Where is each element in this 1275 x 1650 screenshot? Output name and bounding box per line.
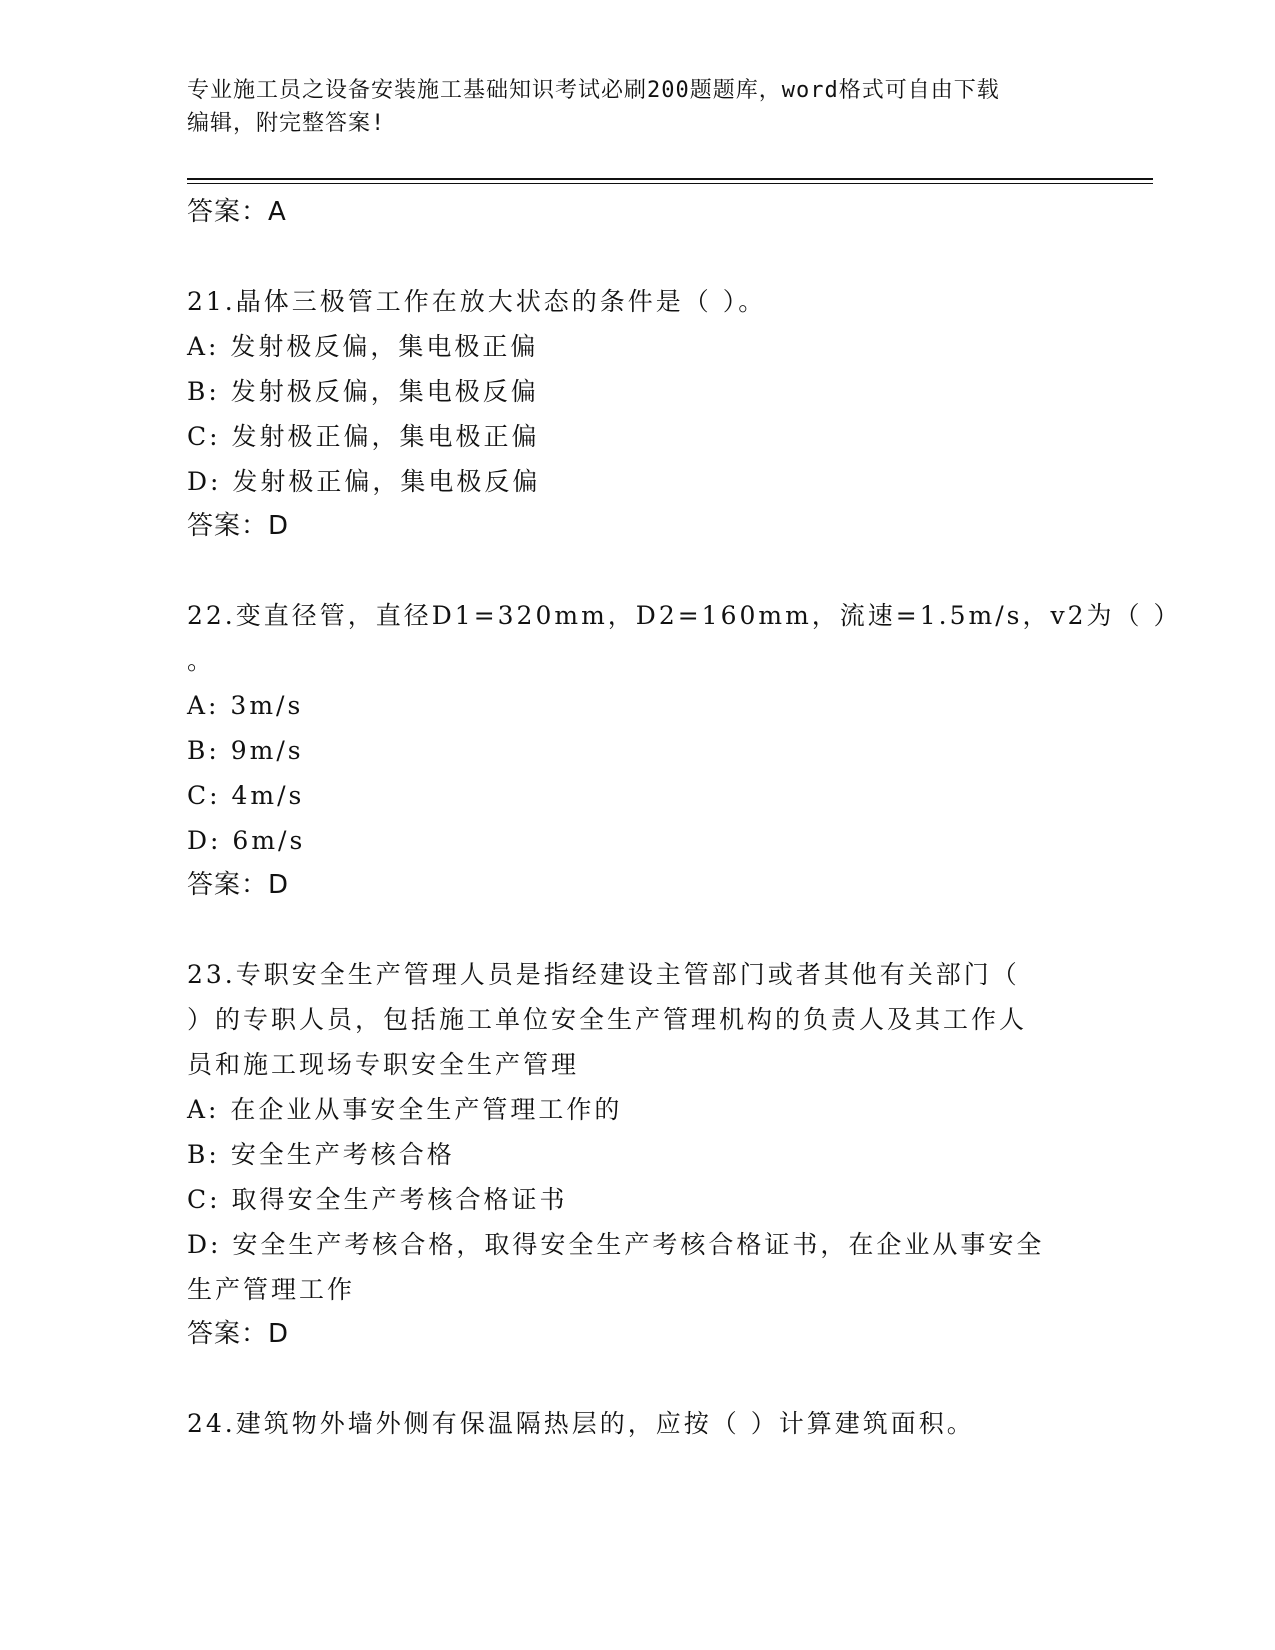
question-24 (187, 1401, 1087, 1446)
option-b: B: 9m/s (187, 736, 304, 765)
document-header (187, 74, 1087, 140)
question-list (187, 190, 1182, 1446)
answer: 答案：D (187, 511, 290, 541)
option-b: B: 安全生产考核合格 (187, 1140, 455, 1169)
option-d: D: 发射极正偏，集电极反偏 (187, 467, 541, 496)
question-stem-continued: 。 (187, 646, 216, 675)
question-stem: 24.建筑物外墙外侧有保温隔热层的，应按（ ）计算建筑面积。 (187, 1409, 975, 1438)
question-stem-continued: ）的专职人员，包括施工单位安全生产管理机构的负责人及其工作人 (187, 1005, 1028, 1034)
option-c: C: 4m/s (187, 781, 305, 810)
option-d: D: 6m/s (187, 826, 306, 855)
spacer (187, 908, 1087, 952)
option-a: A: 发射极反偏，集电极正偏 (187, 332, 539, 361)
question-stem: 23.专职安全生产管理人员是指经建设主管部门或者其他有关部门（ (187, 960, 1020, 989)
spacer (187, 235, 1087, 279)
option-a: A: 在企业从事安全生产管理工作的 (187, 1095, 623, 1124)
header-divider-thick (187, 178, 1153, 180)
header-line-1: 专业施工员之设备安装施工基础知识考试必刷200题题库，word格式可自由下载 (187, 78, 1000, 103)
option-d-continued: 生产管理工作 (187, 1275, 356, 1304)
question-23 (187, 952, 1087, 1357)
answer: 答案：D (187, 1319, 290, 1349)
option-d: D: 安全生产考核合格，取得安全生产考核合格证书，在企业从事安全 (187, 1230, 1045, 1259)
option-c: C: 发射极正偏，集电极正偏 (187, 422, 540, 451)
answer: 答案：D (187, 870, 290, 900)
question-22 (187, 593, 1182, 908)
option-b: B: 发射极反偏，集电极反偏 (187, 377, 539, 406)
question-stem-continued: 员和施工现场专职安全生产管理 (187, 1050, 580, 1079)
header-line-2: 编辑，附完整答案! (187, 111, 386, 136)
spacer (187, 549, 1087, 593)
question-stem: 22.变直径管，直径D1=320mm，D2=160mm，流速=1.5m/s，v2为（ ） (187, 601, 1182, 630)
header-divider-thin (187, 183, 1153, 184)
question-stem: 21.晶体三极管工作在放大状态的条件是（ ）。 (187, 287, 767, 316)
previous-answer: 答案：A (187, 197, 287, 227)
option-c: C: 取得安全生产考核合格证书 (187, 1185, 568, 1214)
option-a: A: 3m/s (187, 691, 304, 720)
question-21 (187, 279, 1087, 549)
spacer (187, 1357, 1087, 1401)
